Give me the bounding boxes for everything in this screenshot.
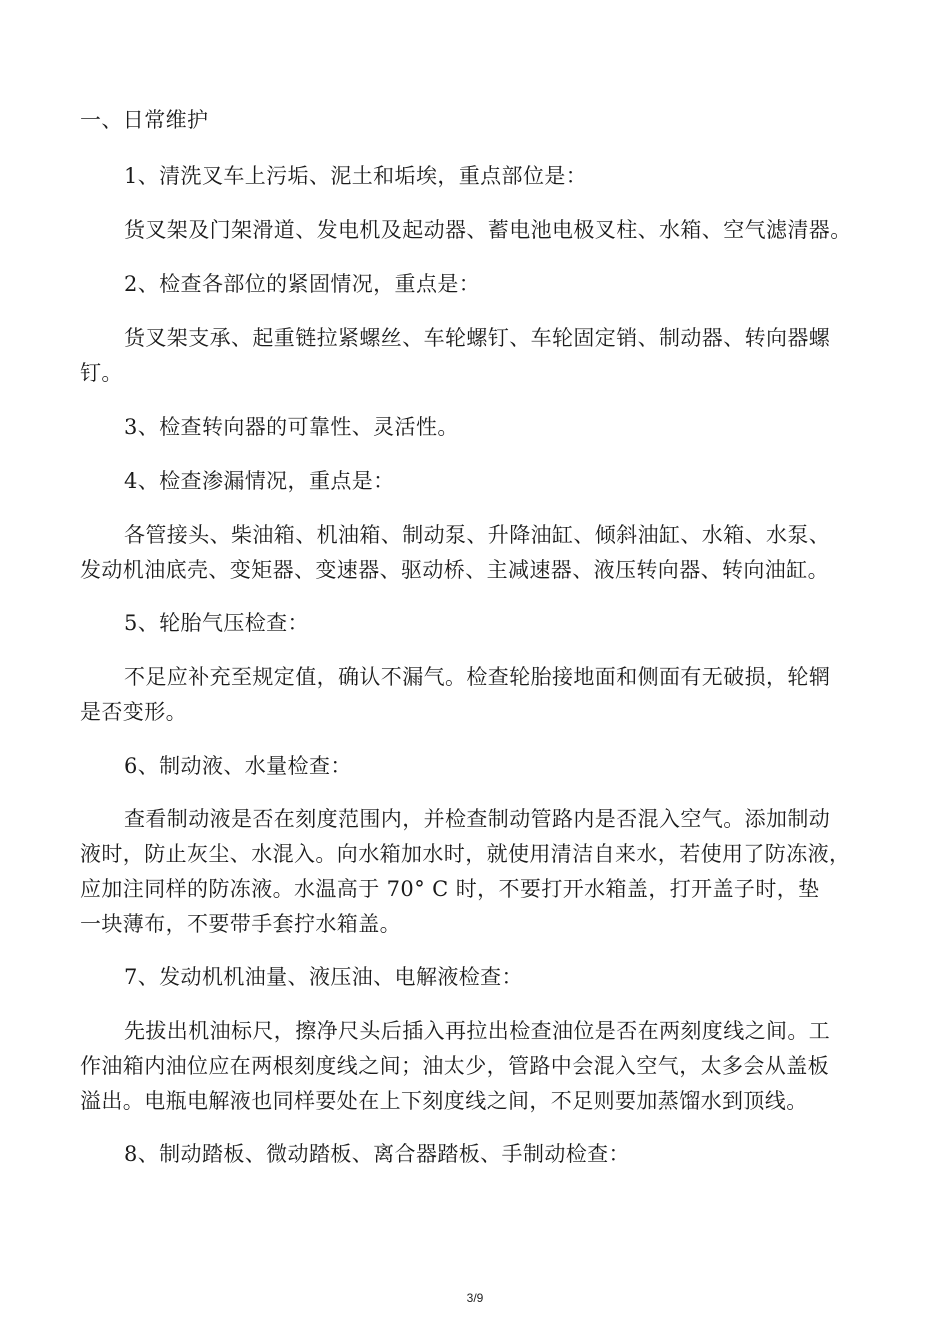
- item-6-body-line-4: 一块薄布，不要带手套拧水箱盖。: [80, 912, 401, 936]
- item-7-body-line-2: 作油箱内油位应在两根刻度线之间；油太少，管路中会混入空气，太多会从盖板: [80, 1054, 829, 1078]
- item-4-body-line-1: 各管接头、柴油箱、机油箱、制动泵、升降油缸、倾斜油缸、水箱、水泵、: [124, 523, 831, 547]
- item-3-heading: 3、检查转向器的可靠性、灵活性。: [124, 415, 459, 439]
- item-1-body-line-1: 货叉架及门架滑道、发电机及起动器、蓄电池电极叉柱、水箱、空气滤清器。: [124, 218, 852, 242]
- page-number: 3/9: [466, 1291, 484, 1305]
- item-5-body-line-2: 是否变形。: [80, 700, 187, 724]
- item-5-heading: 5、轮胎气压检查：: [124, 611, 309, 635]
- item-4-heading: 4、检查渗漏情况，重点是：: [124, 469, 395, 493]
- item-8-heading: 8、制动踏板、微动踏板、离合器踏板、手制动检查：: [124, 1142, 630, 1166]
- item-2-body-line-1: 货叉架支承、起重链拉紧螺丝、车轮螺钉、车轮固定销、制动器、转向器螺: [124, 326, 831, 350]
- item-6-body-line-1: 查看制动液是否在刻度范围内，并检查制动管路内是否混入空气。添加制动: [124, 807, 831, 831]
- item-6-body-line-2: 液时，防止灰尘、水混入。向水箱加水时，就使用清洁自来水，若使用了防冻液，: [80, 842, 851, 866]
- item-7-body-line-3: 溢出。电瓶电解液也同样要处在上下刻度线之间，不足则要加蒸馏水到顶线。: [80, 1089, 808, 1113]
- item-7-body-line-1: 先拔出机油标尺，擦净尺头后插入再拉出检查油位是否在两刻度线之间。工: [124, 1019, 831, 1043]
- section-title: 一、日常维护: [80, 108, 209, 132]
- item-5-body-line-1: 不足应补充至规定值，确认不漏气。检查轮胎接地面和侧面有无破损，轮辋: [124, 665, 831, 689]
- item-7-heading: 7、发动机机油量、液压油、电解液检查：: [124, 965, 523, 989]
- item-1-heading: 1、清洗叉车上污垢、泥土和垢埃，重点部位是：: [124, 164, 588, 188]
- item-2-body-line-2: 钉。: [80, 361, 123, 385]
- item-6-body-line-3: 应加注同样的防冻液。水温高于 70° C 时，不要打开水箱盖，打开盖子时，垫: [80, 877, 820, 901]
- item-2-heading: 2、检查各部位的紧固情况，重点是：: [124, 272, 481, 296]
- item-6-heading: 6、制动液、水量检查：: [124, 754, 352, 778]
- item-4-body-line-2: 发动机油底壳、变矩器、变速器、驱动桥、主减速器、液压转向器、转向油缸。: [80, 558, 829, 582]
